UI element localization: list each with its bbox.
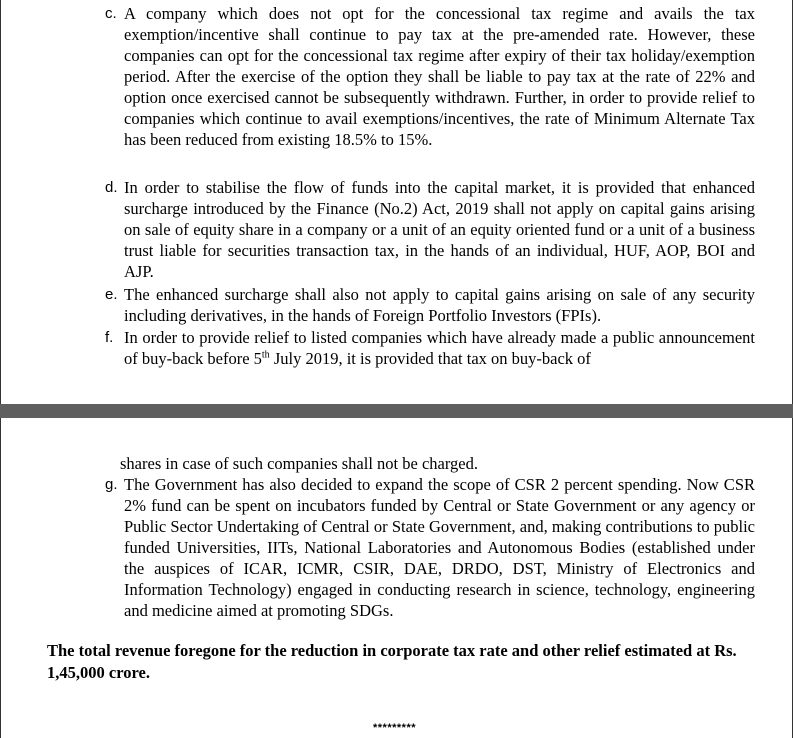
list-item-text <box>124 327 755 369</box>
list-marker: e. <box>105 286 118 303</box>
continuation-text: shares in case of such companies shall not be charged. <box>120 454 478 473</box>
list-item-text: The Government has also decided to expand the scope of CSR 2 percent spending. Now CSR 2% fund can be spent on incubators funded by Central or State Government or any agency or Public Sector Undertaking of Central or State Government, and, making contributions to public funded Universities, IITs, National Laboratories and Autonomous Bodies (established under the auspices of ICAR, ICMR, CSIR, DAE, DRDO, DST, Ministry of Electronics and Information Technology) engaged in conducting research in science, technology, engineering and medicine aimed at promoting SDGs. <box>124 475 755 620</box>
ordinal-suffix: th <box>261 349 270 361</box>
list-marker: c. <box>105 5 117 22</box>
list-item-e <box>105 284 755 326</box>
list-item-c <box>105 3 755 150</box>
list-marker: f. <box>105 329 114 346</box>
end-of-document-marker: ********* <box>373 722 417 734</box>
list-item-d <box>105 177 755 282</box>
list-item-text: The enhanced surcharge shall also not apply to capital gains arising on sale of any security including derivatives, in the hands of Foreign Portfolio Investors (FPIs). <box>124 285 755 325</box>
list-item-g <box>105 474 755 621</box>
list-marker: d. <box>105 179 118 196</box>
document-page-bottom <box>0 418 793 738</box>
text-after-sup: July 2019, it is provided that tax on buy-back of <box>269 349 591 368</box>
list-item-f <box>105 327 755 369</box>
page-separator <box>0 404 793 418</box>
summary-paragraph: The total revenue foregone for the reduction in corporate tax rate and other relief estimated at Rs. 1,45,000 crore. <box>47 641 737 682</box>
list-marker: g. <box>105 476 118 493</box>
text-before-sup: In order to provide relief to listed companies which have already made a public announcement of buy-back before 5 <box>124 328 755 368</box>
list-item-text: In order to stabilise the flow of funds into the capital market, it is provided that enhanced surcharge introduced by the Finance (No.2) Act, 2019 shall not apply on capital gains arising on sale of equity share in a company or a unit of an equity oriented fund or a unit of a business trust liable for securities transaction tax, in the hands of an individual, HUF, AOP, BOI and AJP. <box>124 178 755 281</box>
list-item-text: A company which does not opt for the concessional tax regime and avails the tax exemption/incentive shall continue to pay tax at the pre-amended rate. However, these companies can opt for the concessional tax regime after expiry of their tax holiday/exemption period. After the exercise of the option they shall be liable to pay tax at the rate of 22% and option once exercised cannot be subsequently withdrawn. Further, in order to provide relief to companies which continue to avail exemptions/incentives, the rate of Minimum Alternate Tax has been reduced from existing 18.5% to 15%. <box>124 4 755 149</box>
